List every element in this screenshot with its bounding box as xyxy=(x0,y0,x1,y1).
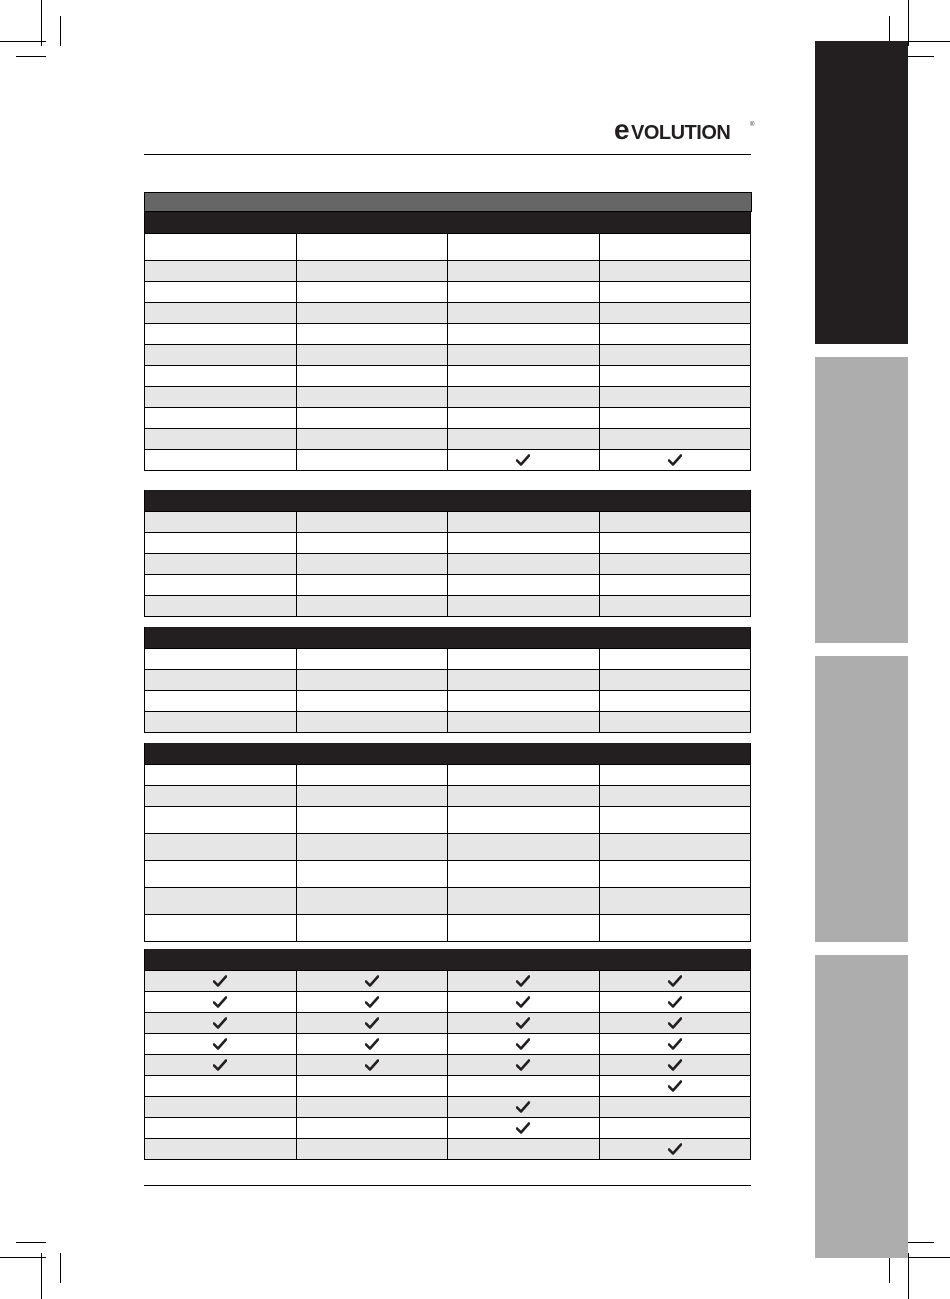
table-cell xyxy=(297,1139,449,1159)
table-row xyxy=(145,1033,750,1054)
table-cell xyxy=(600,807,751,833)
table-cell xyxy=(448,408,600,428)
table-cell xyxy=(145,282,297,302)
table-cell xyxy=(600,324,751,344)
table-cell xyxy=(448,512,600,532)
table-cell xyxy=(600,303,751,323)
table-cell xyxy=(145,786,297,806)
table-cell xyxy=(297,387,449,407)
table-row xyxy=(145,1117,750,1138)
table-row xyxy=(145,806,750,833)
table-cell xyxy=(600,971,751,991)
table-cell xyxy=(297,366,449,386)
table-cell xyxy=(448,1055,600,1075)
table-row xyxy=(145,860,750,887)
spec-section xyxy=(144,490,751,617)
table-cell xyxy=(145,834,297,860)
table-cell xyxy=(448,387,600,407)
side-tab xyxy=(815,656,908,942)
checkmark-icon xyxy=(516,1017,530,1029)
table-cell xyxy=(145,691,297,711)
table-cell xyxy=(297,992,449,1012)
table-cell xyxy=(448,670,600,690)
table-cell xyxy=(297,765,449,785)
table-cell xyxy=(145,670,297,690)
table-cell xyxy=(600,670,751,690)
side-tab-active xyxy=(815,41,908,344)
section-header xyxy=(145,949,750,970)
table-row xyxy=(145,407,750,428)
table-row xyxy=(145,260,750,281)
table-cell xyxy=(145,429,297,449)
table-cell xyxy=(145,345,297,365)
table-cell xyxy=(145,971,297,991)
table-cell xyxy=(297,303,449,323)
table-cell xyxy=(600,649,751,669)
table-cell xyxy=(145,366,297,386)
table-cell xyxy=(448,1097,600,1117)
checkmark-icon xyxy=(668,454,682,466)
table-cell xyxy=(297,282,449,302)
checkmark-icon xyxy=(213,975,227,987)
table-cell xyxy=(600,1055,751,1075)
table-cell xyxy=(145,649,297,669)
table-cell xyxy=(600,861,751,887)
table-cell xyxy=(448,303,600,323)
table-cell xyxy=(297,533,449,553)
table-cell xyxy=(600,387,751,407)
table-cell xyxy=(297,915,449,941)
table-cell xyxy=(448,786,600,806)
checkmark-icon xyxy=(213,1017,227,1029)
table-row xyxy=(145,532,750,553)
checkmark-icon xyxy=(668,1143,682,1155)
section-header xyxy=(145,490,750,511)
table-cell xyxy=(448,429,600,449)
table-cell xyxy=(600,450,751,470)
checkmark-icon xyxy=(668,1017,682,1029)
table-row xyxy=(145,690,750,711)
table-cell xyxy=(145,575,297,595)
table-cell xyxy=(297,971,449,991)
table-row xyxy=(145,233,750,260)
spec-section xyxy=(144,949,751,1160)
spec-section xyxy=(144,627,751,733)
crop-mark xyxy=(0,1257,46,1258)
table-row xyxy=(145,970,750,991)
side-tab xyxy=(815,955,908,1258)
checkmark-icon xyxy=(516,975,530,987)
table-cell xyxy=(297,408,449,428)
spec-section xyxy=(144,743,751,942)
table-cell xyxy=(448,691,600,711)
table-cell xyxy=(145,807,297,833)
table-cell xyxy=(145,596,297,616)
section-header xyxy=(145,743,750,764)
spec-section xyxy=(144,212,751,471)
table-row xyxy=(145,914,750,941)
table-cell xyxy=(297,261,449,281)
table-cell xyxy=(448,366,600,386)
table-cell xyxy=(600,1013,751,1033)
table-cell xyxy=(145,450,297,470)
crop-mark xyxy=(41,0,42,46)
table-cell xyxy=(448,888,600,914)
table-cell xyxy=(297,324,449,344)
checkmark-icon xyxy=(668,1080,682,1092)
table-cell xyxy=(600,765,751,785)
table-cell xyxy=(448,345,600,365)
table-cell xyxy=(448,575,600,595)
table-cell xyxy=(145,712,297,732)
table-row xyxy=(145,669,750,690)
table-cell xyxy=(145,1097,297,1117)
table-cell xyxy=(297,888,449,914)
svg-text:VOLUTION: VOLUTION xyxy=(631,122,731,144)
table-row xyxy=(145,574,750,595)
checkmark-icon xyxy=(668,1059,682,1071)
crop-mark xyxy=(904,1242,934,1243)
section-header xyxy=(145,627,750,648)
table-cell xyxy=(448,234,600,260)
table-cell xyxy=(448,915,600,941)
crop-mark xyxy=(16,56,46,57)
checkmark-icon xyxy=(516,1038,530,1050)
checkmark-icon xyxy=(365,1038,379,1050)
table-cell xyxy=(448,1034,600,1054)
table-cell xyxy=(297,596,449,616)
table-cell xyxy=(145,888,297,914)
table-cell xyxy=(600,345,751,365)
table-cell xyxy=(297,649,449,669)
table-cell xyxy=(448,712,600,732)
checkmark-icon xyxy=(516,454,530,466)
table-cell xyxy=(297,786,449,806)
table-cell xyxy=(297,807,449,833)
table-cell xyxy=(600,512,751,532)
table-row xyxy=(145,785,750,806)
table-cell xyxy=(297,1034,449,1054)
table-cell xyxy=(600,429,751,449)
table-cell xyxy=(448,834,600,860)
table-cell xyxy=(600,1139,751,1159)
table-cell xyxy=(145,915,297,941)
table-row xyxy=(145,449,750,470)
table-cell xyxy=(448,261,600,281)
table-cell xyxy=(448,1076,600,1096)
table-cell xyxy=(297,554,449,574)
table-cell xyxy=(600,282,751,302)
table-row xyxy=(145,1096,750,1117)
checkmark-icon xyxy=(516,996,530,1008)
table-row xyxy=(145,428,750,449)
svg-text:e: e xyxy=(614,116,630,144)
table-cell xyxy=(448,861,600,887)
side-tab xyxy=(815,357,908,643)
table-cell xyxy=(145,861,297,887)
table-cell xyxy=(448,1013,600,1033)
table-cell xyxy=(297,1013,449,1033)
table-row xyxy=(145,553,750,574)
table-cell xyxy=(297,575,449,595)
table-title-bar xyxy=(144,192,752,212)
table-cell xyxy=(297,1055,449,1075)
checkmark-icon xyxy=(668,975,682,987)
table-row xyxy=(145,1012,750,1033)
table-cell xyxy=(600,575,751,595)
checkmark-icon xyxy=(213,1038,227,1050)
table-cell xyxy=(448,533,600,553)
checkmark-icon xyxy=(516,1101,530,1113)
table-row xyxy=(145,711,750,732)
crop-mark xyxy=(904,1257,950,1258)
footer-rule xyxy=(144,1185,751,1186)
table-cell xyxy=(145,533,297,553)
table-row xyxy=(145,1075,750,1096)
table-cell xyxy=(600,366,751,386)
table-row xyxy=(145,1054,750,1075)
crop-mark xyxy=(904,56,934,57)
table-cell xyxy=(600,1034,751,1054)
table-cell xyxy=(600,834,751,860)
table-cell xyxy=(297,512,449,532)
table-cell xyxy=(297,712,449,732)
table-cell xyxy=(297,670,449,690)
checkmark-icon xyxy=(516,1059,530,1071)
table-cell xyxy=(600,1076,751,1096)
table-cell xyxy=(297,1097,449,1117)
table-row xyxy=(145,323,750,344)
checkmark-icon xyxy=(365,1017,379,1029)
checkmark-icon xyxy=(668,996,682,1008)
table-cell xyxy=(145,992,297,1012)
crop-mark xyxy=(16,1242,46,1243)
table-cell xyxy=(448,596,600,616)
table-cell xyxy=(448,971,600,991)
table-row xyxy=(145,344,750,365)
table-cell xyxy=(145,1013,297,1033)
table-cell xyxy=(448,649,600,669)
table-cell xyxy=(600,786,751,806)
crop-mark xyxy=(908,0,909,46)
table-cell xyxy=(448,324,600,344)
table-cell xyxy=(145,1139,297,1159)
table-row xyxy=(145,648,750,669)
table-row xyxy=(145,595,750,616)
checkmark-icon xyxy=(668,1038,682,1050)
table-cell xyxy=(145,261,297,281)
table-cell xyxy=(600,1097,751,1117)
table-cell xyxy=(145,1055,297,1075)
crop-mark xyxy=(908,1253,909,1299)
table-row xyxy=(145,511,750,532)
table-row xyxy=(145,764,750,785)
header-rule xyxy=(144,154,751,155)
crop-mark xyxy=(60,16,61,46)
checkmark-icon xyxy=(365,996,379,1008)
table-cell xyxy=(297,234,449,260)
table-cell xyxy=(600,888,751,914)
table-cell xyxy=(297,691,449,711)
table-cell xyxy=(600,533,751,553)
table-row xyxy=(145,833,750,860)
table-cell xyxy=(600,408,751,428)
table-cell xyxy=(600,712,751,732)
table-cell xyxy=(448,1139,600,1159)
table-cell xyxy=(145,1076,297,1096)
table-cell xyxy=(600,691,751,711)
table-cell xyxy=(297,1118,449,1138)
checkmark-icon xyxy=(516,1122,530,1134)
crop-mark xyxy=(904,41,950,42)
table-cell xyxy=(145,324,297,344)
table-cell xyxy=(600,554,751,574)
crop-mark xyxy=(0,41,46,42)
table-cell xyxy=(145,1118,297,1138)
table-row xyxy=(145,991,750,1012)
table-row xyxy=(145,386,750,407)
table-cell xyxy=(448,765,600,785)
table-cell xyxy=(145,765,297,785)
table-cell xyxy=(297,1076,449,1096)
table-cell xyxy=(448,282,600,302)
table-cell xyxy=(145,387,297,407)
table-cell xyxy=(297,429,449,449)
table-cell xyxy=(448,554,600,574)
table-row xyxy=(145,887,750,914)
checkmark-icon xyxy=(213,996,227,1008)
table-cell xyxy=(297,834,449,860)
table-cell xyxy=(145,303,297,323)
section-header xyxy=(145,212,750,233)
table-cell xyxy=(448,807,600,833)
table-cell xyxy=(145,1034,297,1054)
table-row xyxy=(145,302,750,323)
table-cell xyxy=(145,408,297,428)
table-row xyxy=(145,365,750,386)
checkmark-icon xyxy=(213,1059,227,1071)
crop-mark xyxy=(60,1253,61,1283)
table-cell xyxy=(145,234,297,260)
table-cell xyxy=(600,234,751,260)
table-cell xyxy=(145,512,297,532)
table-cell xyxy=(297,450,449,470)
table-row xyxy=(145,1138,750,1159)
table-cell xyxy=(600,596,751,616)
table-cell xyxy=(448,450,600,470)
table-cell xyxy=(448,1118,600,1138)
table-cell xyxy=(297,345,449,365)
table-cell xyxy=(600,261,751,281)
table-cell xyxy=(600,992,751,1012)
checkmark-icon xyxy=(365,1059,379,1071)
table-cell xyxy=(297,861,449,887)
svg-text:®: ® xyxy=(750,122,755,128)
checkmark-icon xyxy=(365,975,379,987)
table-cell xyxy=(448,992,600,1012)
crop-mark xyxy=(41,1253,42,1299)
table-cell xyxy=(600,915,751,941)
table-cell xyxy=(145,554,297,574)
table-row xyxy=(145,281,750,302)
evolution-logo xyxy=(614,116,756,144)
table-cell xyxy=(600,1118,751,1138)
